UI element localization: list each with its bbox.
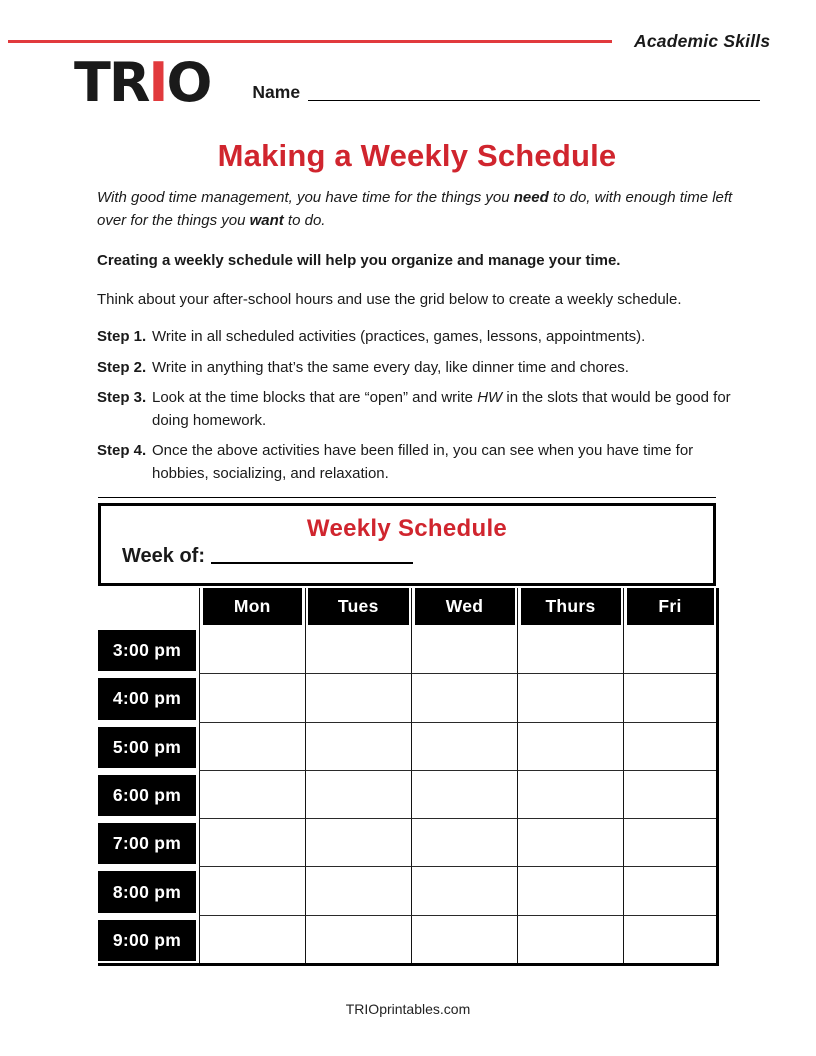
schedule-cell[interactable] [517, 722, 623, 770]
logo-letters-black: TR [74, 51, 149, 114]
week-of-blank-line[interactable] [211, 562, 413, 564]
time-row-9pm [98, 915, 716, 963]
time-label-7pm: 7:00 pm [98, 823, 196, 864]
schedule-cell[interactable] [623, 818, 716, 866]
weekly-schedule-table [98, 497, 719, 968]
time-row-6pm [98, 770, 716, 818]
schedule-cell[interactable] [199, 722, 305, 770]
step-label: Step 3. [97, 389, 147, 406]
schedule-cell[interactable] [199, 673, 305, 721]
schedule-cell[interactable] [305, 673, 412, 721]
step-text: Once the above activities have been filled in, you can see when you have time for hobbies, socializing, and relaxation. [152, 442, 694, 482]
page-header [8, 31, 770, 52]
schedule-cell[interactable] [517, 625, 623, 673]
schedule-cell[interactable] [411, 625, 517, 673]
step-item-1 [97, 326, 747, 349]
schedule-cell[interactable] [411, 818, 517, 866]
schedule-title: Weekly Schedule [306, 515, 508, 542]
step-label: Step 4. [97, 442, 147, 459]
time-label-9pm: 9:00 pm [98, 920, 196, 961]
page-title: Making a Weekly Schedule [217, 138, 617, 173]
steps-list [97, 326, 747, 485]
schedule-cell[interactable] [623, 722, 716, 770]
day-header-row [98, 588, 716, 625]
schedule-cell[interactable] [623, 770, 716, 818]
logo-letter-black: O [166, 51, 211, 114]
step-text: Write in anything that’s the same every day, like dinner time and chores. [152, 358, 629, 376]
name-blank-line[interactable] [308, 99, 760, 101]
emphasis-line: Creating a weekly schedule will help you organize and manage your time. [97, 252, 621, 269]
time-row-4pm [98, 673, 716, 721]
time-row-5pm [98, 722, 716, 770]
logo-letter-red: I [148, 51, 167, 114]
schedule-cell[interactable] [199, 866, 305, 914]
schedule-cell[interactable] [411, 915, 517, 963]
schedule-cell[interactable] [517, 673, 623, 721]
corner-cell [98, 588, 199, 625]
schedule-cell[interactable] [199, 818, 305, 866]
time-row-7pm [98, 818, 716, 866]
time-row-3pm [98, 625, 716, 673]
footer-url: TRIOprintables.com [345, 1001, 471, 1017]
time-label-3pm: 3:00 pm [98, 630, 196, 671]
schedule-cell[interactable] [411, 722, 517, 770]
step-item-3 [97, 387, 747, 432]
time-label-6pm: 6:00 pm [98, 775, 196, 816]
step-text: Write in all scheduled activities (practices, games, lessons, appointments). [152, 328, 646, 345]
schedule-cell[interactable] [517, 770, 623, 818]
schedule-cell[interactable] [411, 866, 517, 914]
step-item-4 [97, 440, 747, 485]
schedule-cell[interactable] [623, 915, 716, 963]
schedule-cell[interactable] [305, 915, 412, 963]
schedule-cell[interactable] [199, 915, 305, 963]
day-header-fri: Fri [627, 588, 714, 625]
schedule-cell[interactable] [305, 770, 412, 818]
step-label: Step 1. [97, 328, 147, 345]
schedule-grid [98, 588, 719, 966]
time-label-8pm: 8:00 pm [98, 871, 196, 912]
time-row-8pm [98, 866, 716, 914]
schedule-cell[interactable] [305, 722, 412, 770]
schedule-cell[interactable] [411, 770, 517, 818]
name-label: Name [252, 81, 301, 102]
day-header-wed: Wed [415, 588, 515, 625]
schedule-cell[interactable] [517, 866, 623, 914]
schedule-cell[interactable] [517, 818, 623, 866]
intro-paragraph: With good time management, you have time for the things you need to do, with enough time left over for the things you want to do. [97, 189, 733, 229]
red-divider-line [8, 40, 612, 44]
step-label: Step 2. [97, 358, 147, 376]
schedule-cell[interactable] [305, 625, 412, 673]
time-label-5pm: 5:00 pm [98, 727, 196, 768]
step-text: Look at the time blocks that are “open” and write HW in the slots that would be good for doing homework. [152, 389, 731, 429]
schedule-cell[interactable] [199, 625, 305, 673]
step-item-2 [97, 357, 747, 380]
time-label-4pm: 4:00 pm [98, 678, 196, 719]
schedule-cell[interactable] [623, 673, 716, 721]
week-of-label: Week of: [122, 545, 205, 567]
schedule-cell[interactable] [411, 673, 517, 721]
schedule-cell[interactable] [517, 915, 623, 963]
day-header-thurs: Thurs [521, 588, 621, 625]
schedule-cell[interactable] [199, 770, 305, 818]
schedule-cell[interactable] [305, 866, 412, 914]
schedule-cell[interactable] [623, 866, 716, 914]
schedule-title-box [98, 503, 716, 586]
day-header-mon: Mon [203, 588, 303, 625]
category-label: Academic Skills [634, 31, 771, 51]
instruction-line: Think about your after-school hours and use the grid below to create a weekly schedule. [97, 290, 682, 308]
schedule-cell[interactable] [305, 818, 412, 866]
trio-logo [74, 51, 211, 114]
schedule-cell[interactable] [623, 625, 716, 673]
day-header-tues: Tues [308, 588, 409, 625]
